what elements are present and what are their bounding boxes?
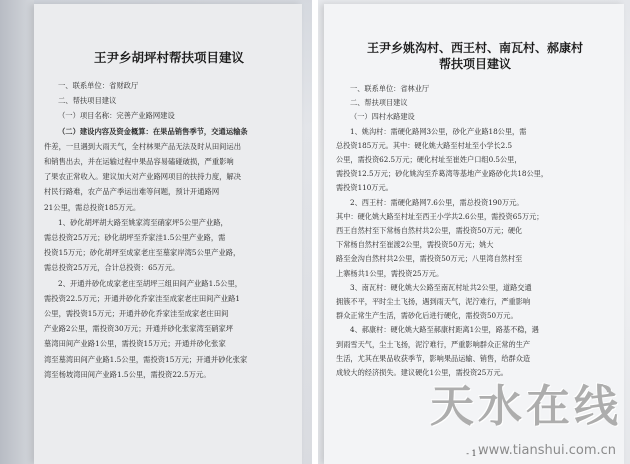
document-text-line: 2、开通并砂化成家老庄至胡坪三组田间产业路1.5公里， bbox=[58, 278, 243, 288]
document-text-line: 二、帮扶项目建议 bbox=[350, 98, 408, 108]
document-text-line: 西王自然村至下常杨自然村共2公里，需投资50万元；硬化 bbox=[336, 226, 523, 236]
document-text-line: 一、联系单位：省财政厅 bbox=[58, 81, 139, 90]
document-text-line: 3、南瓦村：硬化姚大公路至南瓦村址共2公里，道路交通 bbox=[350, 282, 532, 292]
document-text-line: 到雨雪天气，尘土飞扬，泥泞难行，严重影响群众正常的生产 bbox=[336, 339, 531, 349]
document-text-line: （一）四村水路建设 bbox=[350, 112, 415, 122]
document-text-line: 湾至杨坡湾田间产业路1.5公里，需投资22.5万元。 bbox=[44, 369, 211, 379]
document-text-line: 需总投资25万元，合计总投资：65万元。 bbox=[44, 263, 180, 273]
right-document-photo bbox=[318, 0, 630, 464]
document-text-line: 需投资110万元。 bbox=[336, 183, 393, 193]
document-text-line: 一、联系单位：省林业厅 bbox=[350, 84, 430, 93]
document-text-line: 墓湾田间产业路1公里，需投资15万元；开通并砂化张家 bbox=[44, 339, 226, 349]
document-text-line: 4、郝康村：硬化姚大路至郝康村距离1公里，路基不稳，遇 bbox=[350, 325, 539, 335]
document-text-line: （一）项目名称：完善产业路网建设 bbox=[58, 111, 175, 121]
document-text-line: 1、砂化胡坪胡大路至姚家湾至硝家坪5公里产业路， bbox=[58, 217, 228, 227]
document-text-line: 成较大的经济损失。建议硬化1公里，需投资25万元。 bbox=[336, 368, 508, 378]
document-text-line: 2、西王村：需硬化路网7.6公里，需总投资190万元。 bbox=[350, 197, 524, 207]
document-text-line: 村民行路难，农产品产季运出难等问题，预计开通路网 bbox=[44, 187, 220, 197]
right-page-title-line1: 王尹乡姚沟村、西王村、南瓦村、郝康村 bbox=[366, 41, 583, 55]
document-text-line: 二、帮扶项目建议 bbox=[58, 96, 117, 106]
right-page-body bbox=[336, 82, 614, 380]
document-text-line: 21公里，需总投资185万元。 bbox=[44, 202, 141, 212]
photo-edge-shadow bbox=[0, 0, 34, 464]
document-text-line: 需投资22.5万元；开通并砂化乔家洼至成家老庄田间产业路1 bbox=[44, 293, 241, 303]
document-text-line: 和销售出去，并在运输过程中果品容易磕碰破损，严重影响 bbox=[44, 157, 234, 167]
document-text-line: 生活，尤其在果品收获季节，影响果品运输、销售，给群众造 bbox=[336, 353, 531, 363]
document-text-line: 公里，需投资62.5万元；硬化村址至崔姓户口组0.5公里， bbox=[336, 155, 522, 165]
document-text-line: 拥簇不平，平时尘土飞扬，遇到雨天气，泥泞难行，严重影响 bbox=[336, 297, 531, 307]
document-text-line: 公里，需投资15万元；开通并砂化乔家洼至成家老庄田间 bbox=[44, 309, 229, 319]
watermark-logo: 天水在线 bbox=[430, 381, 622, 432]
document-text-line: 件差，一旦遇到大雨天气，全村林果产品无法及时从田间运出 bbox=[44, 141, 242, 151]
document-text-line: 其中：硬化姚大路至村址至西王小学共2.6公里，需投资65万元； bbox=[336, 211, 544, 221]
document-text-line: 了果农正常收入。建议加大对产业路网项目的扶持力度，解决 bbox=[44, 172, 242, 182]
document-text-line: 群众正常生产生活，需砂化后进行硬化，需投资50万元。 bbox=[336, 311, 518, 321]
page-number: - 1 - bbox=[466, 449, 482, 458]
document-text-line: 1、姚沟村：需硬化路网3公里，砂化产业路18公里，需 bbox=[350, 126, 527, 136]
document-text-line: 总投资185万元。其中：硬化姚大路至村址至小学长2.5 bbox=[336, 140, 513, 150]
document-text-line: （二）建设内容及资金概算：在果品销售季节，交通运输条 bbox=[58, 126, 248, 136]
left-document-page bbox=[34, 4, 302, 464]
document-text-line: 路至金沟自然村共2公里，需投资50万元；八里湾自然村至 bbox=[336, 254, 523, 264]
right-page-title-line2: 帮扶项目建议 bbox=[438, 57, 511, 71]
right-page-title bbox=[336, 40, 614, 72]
document-text-line: 上寨杨共1公里，需投资25万元。 bbox=[336, 268, 444, 278]
left-page-body bbox=[44, 78, 294, 382]
document-text-line: 产业路2公里，需投资30万元；开通并砂化张家湾至硝家坪 bbox=[44, 324, 234, 334]
document-text-line: 湾至墓湾田间产业路1.5公里，需投资15万元；开通并砂化张家 bbox=[44, 354, 248, 364]
document-text-line: 需投资12.5万元；砂化姚沟至乔葛湾等基地产业路砂化共18公里， bbox=[336, 169, 549, 179]
document-text-line: 需总投资25万元；砂化胡坪至乔家洼1.5公里产业路，需 bbox=[44, 233, 226, 243]
left-page-title: 王尹乡胡坪村帮扶项目建议 bbox=[93, 50, 244, 65]
watermark-url: www.tianshui.com.cn bbox=[477, 443, 616, 458]
document-text-line: 下常杨自然村至崔渡2公里，需投资50万元；姚大 bbox=[336, 240, 494, 250]
document-text-line: 投资15万元；砂化胡坪至成家老庄至墓家岸湾5公里产业路， bbox=[44, 248, 241, 258]
left-document-photo bbox=[0, 0, 312, 464]
